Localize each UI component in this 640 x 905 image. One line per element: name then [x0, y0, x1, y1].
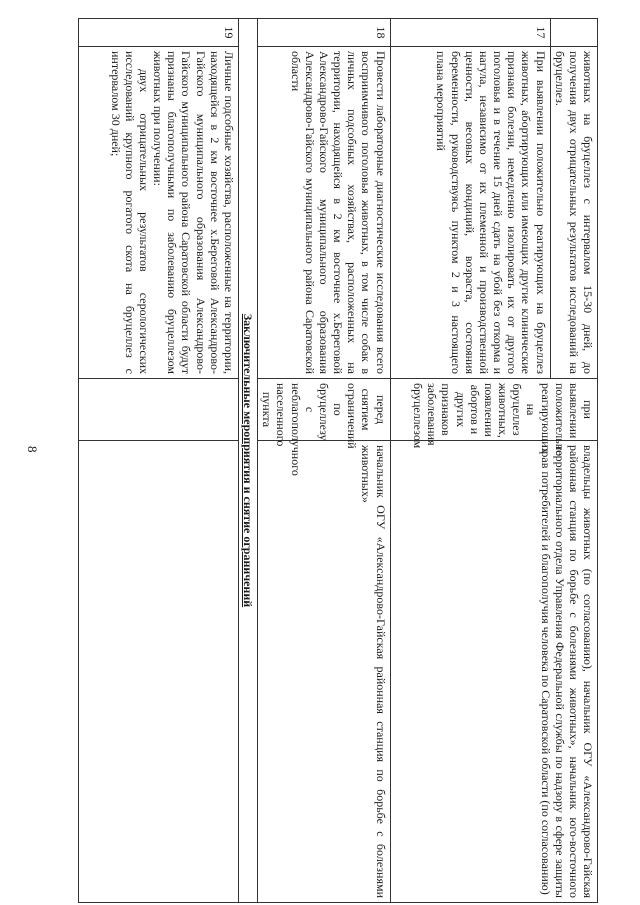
measure-text: Провести лабораторные диагностические исследования всего восприимчивого поголовья животных, в том числе собак в личных подсобных хозяйствах, расположенных на территории, находящейся в 2 км восточнее х.Береговой Александрово-Гайского муниципального образования Александрово-Гайского муниципального района Саратовской области — [258, 47, 390, 379]
row-number: 19 — [79, 19, 239, 47]
measure-text: животных на бруцеллез с интервалом 15-30 дней, до получения двух отрицательных результатов исследований на бруцеллез. — [550, 47, 597, 379]
measure-paragraph: Личные подсобные хозяйства, расположенные на территории, находящейся в 2 км восточнее х.Береговой Александрово-Гайского муниципального образования Александрово-Гайского муниципального района Саратовской области будут признаны благополучными по заболеванию бруцеллезом животных при получении: — [151, 51, 236, 374]
period-text: перед снятием ограничений по бруцеллезу с неблагополучного населенного пункта — [258, 379, 390, 441]
row-number — [550, 19, 597, 47]
section-title: Заключительные мероприятия и снятие ограничений — [238, 19, 257, 903]
rotated-page-content — [78, 18, 598, 903]
measure-text — [79, 47, 239, 379]
row-number: 17 — [390, 19, 550, 47]
measures-table — [78, 18, 598, 903]
measure-text: При выявлении положительно реагирующих на бруцеллез животных, абортирующих или имеющих другие клинические признаки болезни, немедленно изолировать их от другого поголовья и в течение 15 дней сдать на убой без откорма и нагула, независимо от их племенной и производственной ценности, весовых кондиций, возраста, состояния беременности, руководствуясь пунктом 2 и 3 настоящего плана мероприятий — [390, 47, 550, 379]
table-row — [258, 19, 390, 903]
row-number: 18 — [258, 19, 390, 47]
period-text: при выявлении положительно реагирующих на бруцеллез животных, появлении абортов и других признаков заболевания бруцеллезом — [390, 379, 597, 441]
page-number: 8 — [25, 446, 40, 453]
section-row — [238, 19, 257, 903]
responsible-text: начальник ОГУ «Александрово-Гайская районная станция по борьбе с болезнями животных» — [258, 441, 390, 903]
period-text — [79, 379, 239, 441]
measure-paragraph: двух отрицательных результатов серологических исследований крупного рогатого скота на бруцеллез с интервалом 30 дней; — [108, 51, 152, 374]
responsible-text: владельцы животных (по согласованию), начальник ОГУ «Александрово-Гайская районная станция по борьбе с болезнями животных», начальник юго-восточного территориального отдела Управления Федеральной службы по надзору в сфере защиты прав потребителей и благополучия человека по Саратовской области (по согласованию) — [390, 441, 597, 903]
responsible-text — [79, 441, 239, 903]
table-row — [550, 19, 597, 903]
table-row — [79, 19, 239, 903]
